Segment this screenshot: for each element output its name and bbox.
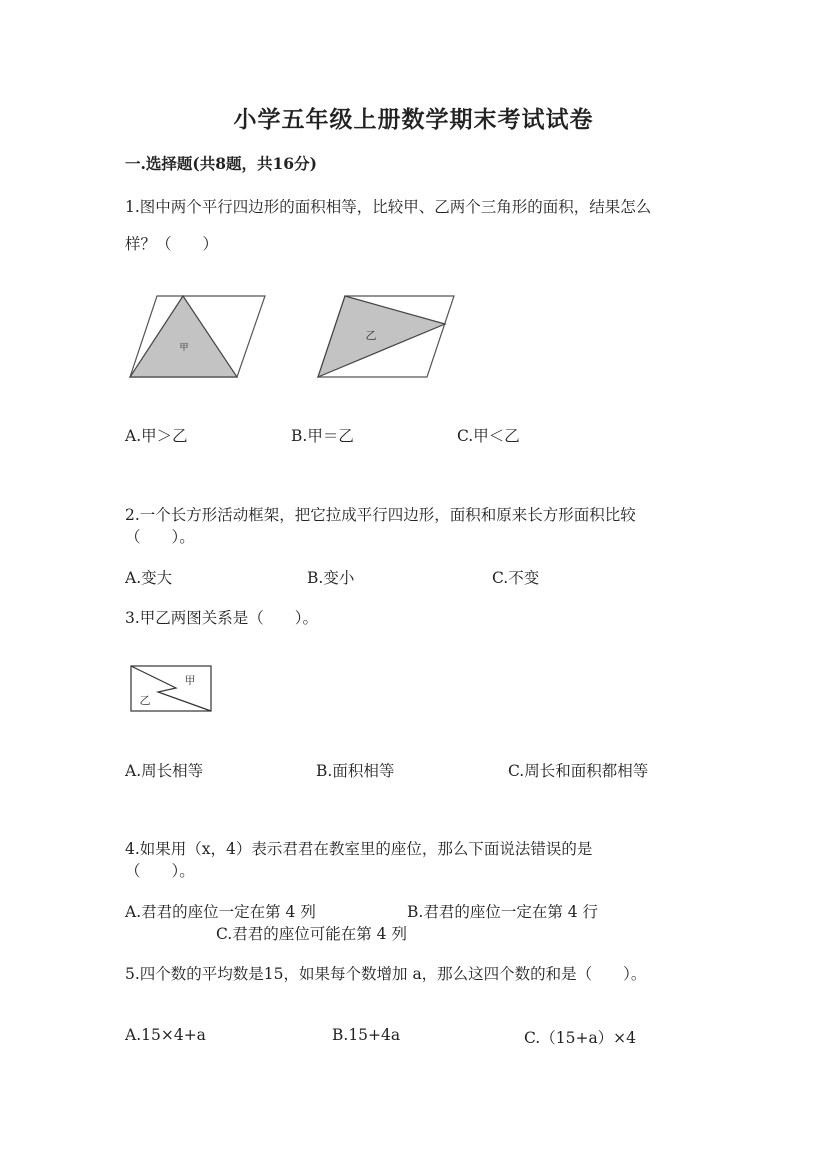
question-4-text-line2: （ ）。	[125, 862, 195, 880]
question-1-text-line2: 样？（ ）	[125, 235, 219, 253]
question-1-option-b: B.甲＝乙	[291, 427, 354, 445]
question-5-option-a: A.15×4+a	[125, 1026, 206, 1044]
question-2-option-b: B.变小	[307, 569, 355, 587]
question-5-option-b: B.15+4a	[332, 1026, 401, 1044]
question-4-option-c: C.君君的座位可能在第 4 列	[216, 925, 407, 943]
section-heading: 一.选择题(共8题，共16分)	[125, 154, 317, 173]
question-2-text-line2: （ ）。	[125, 528, 195, 546]
question-1-option-c: C.甲＜乙	[457, 427, 520, 445]
question-1-text-line1: 1.图中两个平行四边形的面积相等，比较甲、乙两个三角形的面积，结果怎么	[125, 198, 652, 216]
question-3-text: 3.甲乙两图关系是（ ）。	[125, 609, 319, 627]
question-1-option-a: A.甲＞乙	[125, 427, 188, 445]
question-4-option-a: A.君君的座位一定在第 4 列	[125, 903, 316, 921]
region-jia-label: 甲	[184, 674, 196, 687]
question-5-option-c: C.（15+a）×4	[524, 1029, 637, 1047]
question-3-option-c: C.周长和面积都相等	[508, 762, 649, 780]
question-4-option-b: B.君君的座位一定在第 4 行	[407, 903, 599, 921]
question-3-option-a: A.周长相等	[125, 762, 204, 780]
question-2-option-c: C.不变	[492, 569, 540, 587]
triangle-jia-label: 甲	[179, 343, 189, 353]
page-title: 小学五年级上册数学期末考试试卷	[233, 106, 594, 133]
question-2-text-line1: 2.一个长方形活动框架，把它拉成平行四边形，面积和原来长方形面积比较	[125, 506, 636, 524]
question-3-option-b: B.面积相等	[316, 762, 395, 780]
question-5-text: 5.四个数的平均数是15，如果每个数增加 a，那么这四个数的和是（ ）。	[125, 965, 647, 983]
question-2-option-a: A.变大	[125, 569, 173, 587]
triangle-yi-label: 乙	[365, 329, 377, 342]
region-yi-label: 乙	[139, 694, 151, 707]
question-4-text-line1: 4.如果用（x，4）表示君君在教室里的座位，那么下面说法错误的是	[125, 840, 593, 858]
